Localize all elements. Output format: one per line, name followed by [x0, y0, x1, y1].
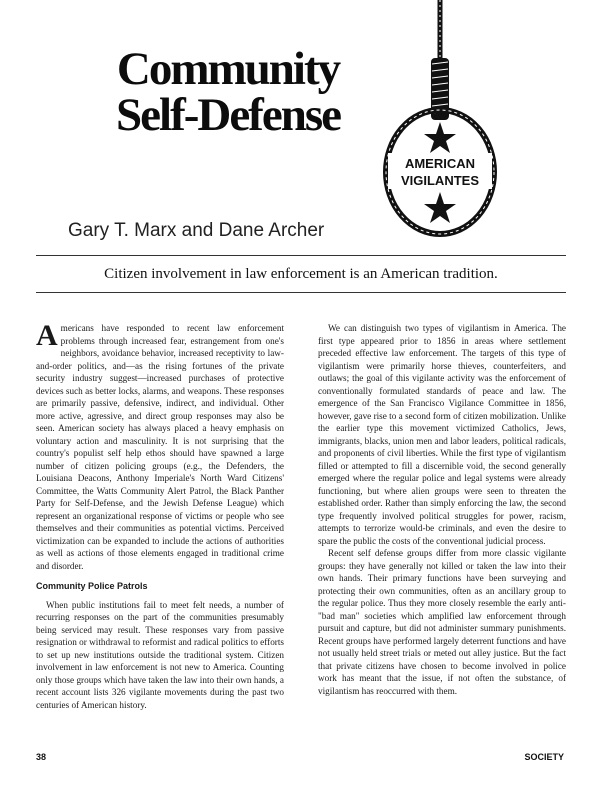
paragraph: Americans have responded to recent law enforcement problems through increased fear, estrangement from one's neighbors, avoidance behavior, increased receptivity to law-and-order politics, and—as the rising fortunes of the private security industry suggest—increased purchases of protective devices such as better locks, alarms, and weapons. These responses are primarily passive, defensive, indirect, and individual. Other more active, agressive, and direct group responses may also be seen. American society has always placed a heavy emphasis on voluntary action and masculinity. It is not surprising that the country's populist self help ethos should have spawned a large number of citizen policing groups (e.g., the Defenders, the Louisiana Deacons, Anthony Imperiale's North Ward Citizens' Committee, the Watts Community Alert Patrol, the Black Panther Party for Self-Defense, and the Jewish Defense League) which represent an organizational response of victims or people who see themselves and their communities as potential victims. Perceived victimization can be expanded to include the actions of authorities as well as actions of those elements engaged in traditional crime and disorder.	[36, 319, 284, 571]
paragraph: Recent self defense groups differ from more classic vigilante groups: they have generally not killed or taken the law into their own hands. Their primary functions have been surveying and protecting their own communities, often as an ancillary group to the regular police. Thus they more closely resemble the early anti-"bad man" societies which amplified law enforcement through pursuit and capture, but did not administer summary punishments. Recent groups have performed largely deterrent functions and have not usually held street trials or meted out alley justice. But the fact that private citizens have chosen to become involved in police work has meant that the issue, if not often the substance, of vigilantism has reoccurred with them.	[318, 548, 566, 696]
star-icon	[424, 122, 456, 153]
magazine-name: SOCIETY	[524, 752, 564, 762]
star-icon	[424, 192, 456, 223]
article-title	[78, 43, 378, 141]
emblem-line-2: VIGILANTES	[400, 173, 480, 188]
divider-top	[36, 255, 566, 256]
column-left	[36, 319, 284, 711]
section-heading: Community Police Patrols	[36, 581, 148, 591]
title-line-2: Self-Defense	[116, 89, 340, 141]
article-deck: Citizen involvement in law enforcement is an American tradition.	[104, 266, 498, 282]
divider-bottom	[36, 292, 566, 293]
drop-cap: A	[36, 319, 58, 352]
title-line-1: Community	[116, 43, 340, 95]
paragraph: We can distinguish two types of vigilantism in America. The first type appeared prior to 1856 in areas where settlement preceded effective law enforcement. The targets of this type of vigilantism were primarily horse thieves, counterfeiters, and outlaws; the goal of this vigilante activity was the enforcement of conventionally formulated standards of peace and law. The emergence of the San Francisco Vigilance Committee in 1856, however, gave rise to a second form of citizen mobilization. Unlike the earlier type this movement victimized Catholics, Jews, immigrants, blacks, union men and labor leaders, political radicals, and proponents of civil liberties. While the first type of vigilantism filled or attempted to fill a discernible void, the second generally emerged where the regular police and legal systems were already functioning, but where alien groups were seen to threaten the established order. Rather than simply enforcing the law, the second type frequently involved political struggles for power, racism, attempts to terrorize would-be criminals, and even the desire to spare the public the costs of the conventional judicial process.	[318, 323, 566, 546]
noose-emblem	[380, 0, 520, 240]
paragraph: When public institutions fail to meet felt needs, a number of recurring responses on the part of the communities presumably being serviced may result. These responses vary from passive resignation or withdrawal to reformist and radical politics to efforts to set up new institutions outside the traditional system. Citizen involvement in law enforcement is not new to America. Counting only those groups which have taken the law into their own hands, a recent account lists 326 vigilante movements during the past two centuries of American history.	[36, 599, 284, 710]
emblem-line-1: AMERICAN	[404, 156, 476, 171]
page-number: 38	[36, 752, 47, 762]
author-byline: Gary T. Marx and Dane Archer	[68, 220, 325, 241]
column-right	[318, 322, 566, 697]
